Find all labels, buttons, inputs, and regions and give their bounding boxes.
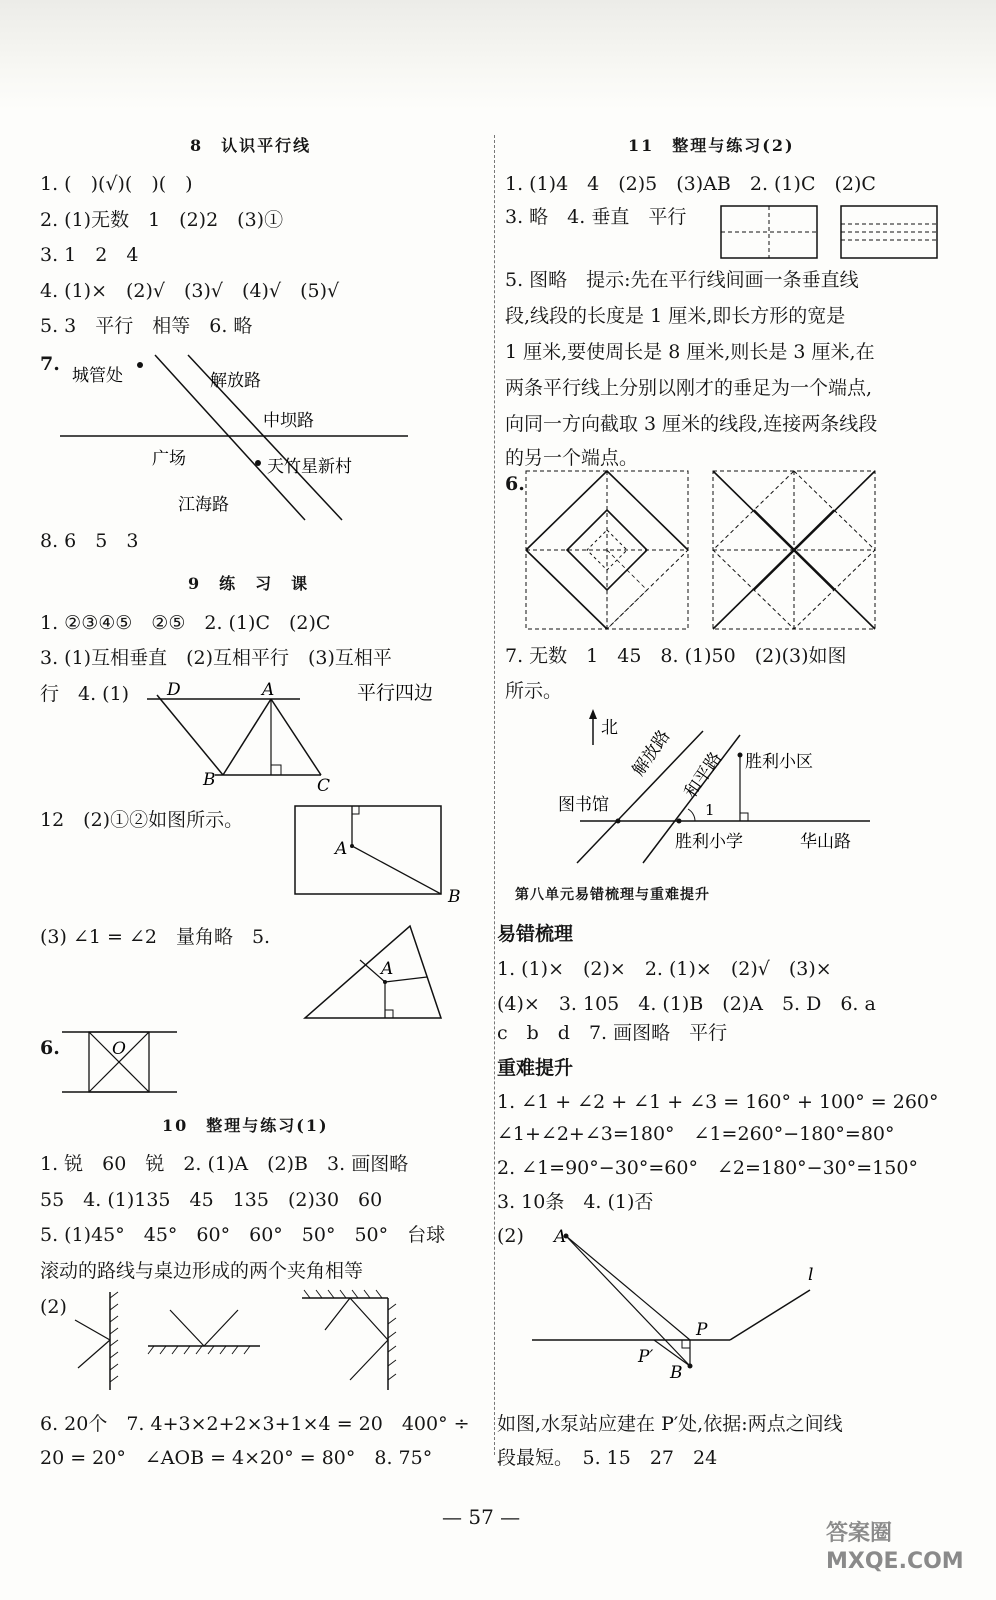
answer-line: 6. 20个 7. 4+3×2+2×3+1×4 = 20 400° ÷ [40, 1413, 470, 1435]
page-number: — 57 — [442, 1505, 521, 1529]
answer-line: 20 = 20° ∠AOB = 4×20° = 80° 8. 75° [40, 1447, 433, 1469]
answer-line: 3. (1)互相垂直 (2)互相平行 (3)互相平 [40, 647, 392, 669]
answer-line: 滚动的路线与桌边形成的两个夹角相等 [40, 1260, 364, 1282]
answer-line: 4. (1)× (2)√ (3)√ (4)√ (5)√ [40, 280, 340, 302]
answer-line: 的另一个端点。 [505, 447, 639, 469]
answer-line: (3) ∠1 = ∠2 量角略 5. [40, 926, 271, 948]
section-9-title: 9 练 习 课 [188, 574, 310, 593]
north-label: 北 [601, 718, 618, 738]
answer-line: 两条平行线上分别以刚才的垂足为一个端点, [505, 377, 873, 399]
section-8-title: 8 认识平行线 [190, 136, 312, 155]
answer-line: ∠1+∠2+∠3=180° ∠1=260°−180°=80° [497, 1123, 895, 1145]
map-label: 天竹星新村 [267, 457, 352, 477]
road-label: 华山路 [800, 832, 851, 852]
scan-top-strip [0, 0, 996, 110]
unit-8-title: 第八单元易错梳理与重难提升 [515, 887, 710, 903]
answer-line: 1. ∠1 + ∠2 + ∠1 + ∠3 = 160° + 100° = 260° [497, 1091, 939, 1113]
answer-line: 行 4. (1) [40, 683, 130, 705]
point-label: C [317, 776, 331, 796]
road-label: 和平路 [680, 748, 727, 802]
place-label: 胜利小区 [745, 752, 813, 772]
point-label: A [262, 680, 275, 700]
map-label: 城管处 [72, 366, 123, 386]
answer-line: 2. (1)无数 1 (2)2 (3)① [40, 209, 284, 231]
point-label: B [670, 1363, 683, 1383]
answer-line: 3. 略 4. 垂直 平行 [505, 206, 687, 228]
answer-line: (2) [497, 1225, 524, 1247]
point-label: P′ [638, 1347, 654, 1367]
section-10-title: 10 整理与练习(1) [162, 1116, 329, 1135]
point-label: O [112, 1039, 126, 1059]
nested-squares-figure [525, 470, 691, 632]
answer-line: 1. ( )(√)( )( ) [40, 173, 193, 195]
answer-line: 1 厘米,要使周长是 8 厘米,则长是 3 厘米,在 [505, 341, 875, 363]
answer-line: 段最短。 5. 15 27 24 [497, 1447, 718, 1469]
answer-line: 5. 图略 提示:先在平行线间画一条垂直线 [505, 269, 859, 291]
answer-line: 1. (1)× (2)× 2. (1)× (2)√ (3)× [497, 958, 832, 980]
answer-line: 1. (1)4 4 (2)5 (3)AB 2. (1)C (2)C [505, 173, 876, 195]
road-label: 解放路 [628, 726, 675, 780]
place-label: 图书馆 [558, 795, 609, 815]
angle-label: 1 [705, 801, 715, 819]
point-label: P [696, 1320, 708, 1340]
answer-line: 2. ∠1=90°−30°=60° ∠2=180°−30°=150° [497, 1157, 918, 1179]
column-divider [494, 135, 495, 1455]
map-label: 江海路 [178, 495, 229, 515]
pump-station-figure [530, 1220, 830, 1383]
answer-line: 5. 3 平行 相等 6. 略 [40, 315, 253, 337]
point-label: D [167, 680, 181, 700]
square-diagonals-figure [62, 1030, 180, 1096]
answer-line: (4)× 3. 105 4. (1)B (2)A 5. D 6. a [497, 993, 876, 1015]
subheading: 易错梳理 [497, 923, 574, 945]
answer-line: (2) [40, 1296, 67, 1318]
point-label: B [203, 770, 216, 790]
answer-line: 3. 1 2 4 [40, 244, 139, 266]
billiard-reflection-figure [70, 1290, 410, 1400]
answer-line: 12 (2)①②如图所示。 [40, 809, 244, 831]
answer-line: 1. ②③④⑤ ②⑤ 2. (1)C (2)C [40, 612, 331, 634]
point-label: A [554, 1227, 567, 1247]
point-label: l [808, 1265, 814, 1285]
rectangle-dashed-figure-2 [840, 205, 940, 263]
place-label: 胜利小学 [675, 832, 743, 852]
answer-line: 7. 无数 1 45 8. (1)50 (2)(3)如图 [505, 645, 847, 667]
answer-line: 向同一方向截取 3 厘米的线段,连接两条线段 [505, 413, 878, 435]
crossed-squares-figure [712, 470, 878, 632]
answer-line: 3. 10条 4. (1)否 [497, 1191, 654, 1213]
road-map-figure [60, 355, 420, 525]
rectangle-dashed-figure-1 [720, 205, 820, 263]
figure-caption: 平行四边 [357, 682, 434, 704]
watermark-logo: 答案圈 MXQE.COM [826, 1521, 964, 1574]
answer-line: 6. [40, 1037, 60, 1059]
answer-line: 55 4. (1)135 45 135 (2)30 60 [40, 1189, 383, 1211]
point-label: A [335, 839, 348, 859]
answer-line: c b d 7. 画图略 平行 [497, 1022, 728, 1044]
street-map-figure [555, 705, 885, 865]
answer-line: 如图,水泵站应建在 P′处,依据:两点之间线 [497, 1413, 843, 1435]
answer-line: 8. 6 5 3 [40, 530, 139, 552]
map-label: 广场 [152, 449, 186, 469]
subheading: 重难提升 [497, 1057, 574, 1079]
map-label: 解放路 [210, 371, 261, 391]
point-label: A [381, 959, 394, 979]
map-label: 中坝路 [263, 411, 314, 431]
point-label: B [448, 887, 461, 907]
answer-line: 1. 锐 60 锐 2. (1)A (2)B 3. 画图略 [40, 1153, 409, 1175]
triangle-parallel-figure [145, 675, 475, 800]
section-11-title: 11 整理与练习(2) [628, 136, 795, 155]
answer-line: 5. (1)45° 45° 60° 60° 50° 50° 台球 [40, 1224, 446, 1246]
rectangle-figure [295, 806, 470, 906]
answer-line: 所示。 [505, 680, 563, 702]
answer-line: 7. [40, 353, 60, 375]
triangle-perpendiculars-figure [305, 922, 445, 1022]
answer-line: 段,线段的长度是 1 厘米,即长方形的宽是 [505, 305, 846, 327]
answer-line: 6. [505, 473, 525, 495]
